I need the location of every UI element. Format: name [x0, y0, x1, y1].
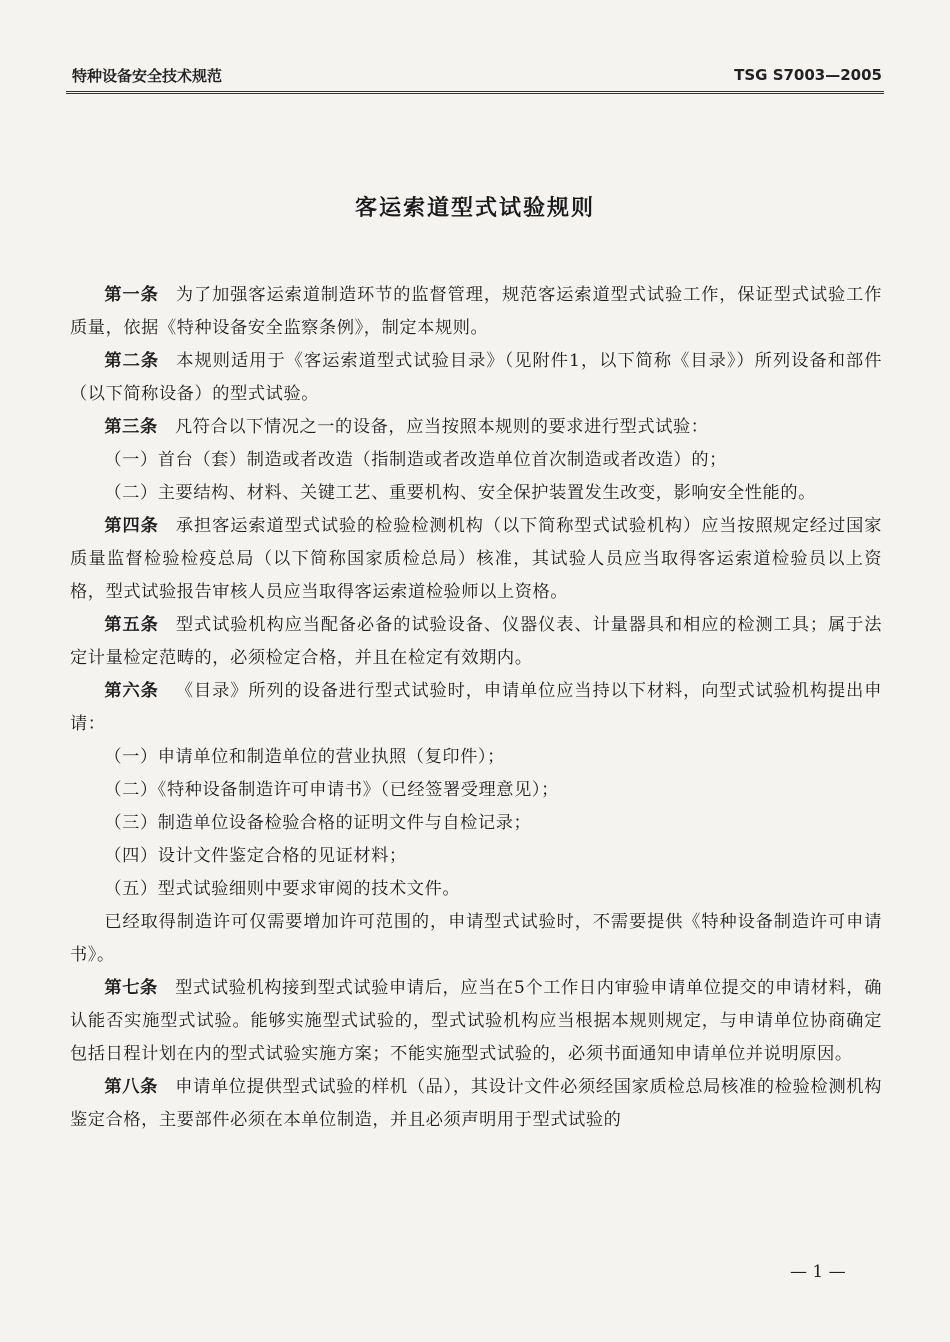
list-item: （四）设计文件鉴定合格的见证材料；: [104, 846, 407, 866]
article-4: [70, 510, 882, 609]
article-label: 第三条: [104, 417, 158, 437]
article-text: 申请单位提供型式试验的样机（品），其设计文件必须经国家质检总局核准的检验检测机构鉴定合格，主要部件必须在本单位制造，并且必须声明用于型式试验的: [70, 1077, 882, 1130]
header-divider: [66, 91, 884, 94]
article-text: 型式试验机构接到型式试验申请后，应当在5个工作日内审验申请单位提交的申请材料，确认能否实施型式试验。能够实施型式试验的，型式试验机构应当根据本规则规定，与申请单位协商确定包括日程计划在内的型式试验实施方案；不能实施型式试验的，必须书面通知申请单位并说明原因。: [70, 978, 882, 1064]
list-item: （二）《特种设备制造许可申请书》（已经签署受理意见）；: [104, 780, 559, 800]
document-body: [70, 279, 882, 1137]
list-item: （一）首台（套）制造或者改造（指制造或者改造单位首次制造或者改造）的；: [104, 450, 727, 470]
article-label: 第八条: [104, 1077, 159, 1097]
article-label: 第五条: [104, 615, 159, 635]
article-6-note: 已经取得制造许可仅需要增加许可范围的，申请型式试验时，不需要提供《特种设备制造许可申请书》。: [70, 912, 882, 965]
article-8: [70, 1071, 882, 1137]
article-5: [70, 609, 882, 675]
article-text: 型式试验机构应当配备必备的试验设备、仪器仪表、计量器具和相应的检测工具；属于法定计量检定范畴的，必须检定合格，并且在检定有效期内。: [70, 615, 882, 668]
article-3: [70, 411, 882, 444]
article-label: 第一条: [104, 285, 159, 305]
page-number: — 1 —: [790, 1262, 846, 1282]
running-header: [72, 62, 882, 88]
article-label: 第七条: [104, 978, 158, 998]
article-6: [70, 675, 882, 741]
document-title: 客运索道型式试验规则: [354, 196, 595, 221]
list-item: （一）申请单位和制造单位的营业执照（复印件）；: [104, 747, 505, 767]
list-item: （二）主要结构、材料、关键工艺、重要机构、安全保护装置发生改变，影响安全性能的。: [104, 483, 816, 503]
article-label: 第四条: [104, 516, 159, 536]
article-text: 承担客运索道型式试验的检验检测机构（以下简称型式试验机构）应当按照规定经过国家质量监督检验检疫总局（以下简称国家质检总局）核准，其试验人员应当取得客运索道检验员以上资格，型式试验报告审核人员应当取得客运索道检验师以上资格。: [70, 516, 882, 602]
article-text: 凡符合以下情况之一的设备，应当按照本规则的要求进行型式试验：: [174, 417, 709, 437]
article-text: 本规则适用于《客运索道型式试验目录》（见附件1，以下简称《目录》）所列设备和部件（以下简称设备）的型式试验。: [70, 351, 882, 404]
header-standard-code: TSG S7003—2005: [734, 66, 882, 84]
article-2: [70, 345, 882, 411]
article-1: [70, 279, 882, 345]
header-series-title: 特种设备安全技术规范: [72, 66, 223, 85]
article-text: 为了加强客运索道制造环节的监督管理，规范客运索道型式试验工作，保证型式试验工作质量，依据《特种设备安全监察条例》，制定本规则。: [70, 285, 882, 338]
article-label: 第二条: [104, 351, 160, 371]
article-7: [70, 972, 882, 1071]
article-label: 第六条: [104, 681, 159, 701]
list-item: （三）制造单位设备检验合格的证明文件与自检记录；: [104, 813, 532, 833]
list-item: （五）型式试验细则中要求审阅的技术文件。: [104, 879, 461, 899]
article-text: 《目录》所列的设备进行型式试验时，申请单位应当持以下材料，向型式试验机构提出申请：: [70, 681, 882, 734]
